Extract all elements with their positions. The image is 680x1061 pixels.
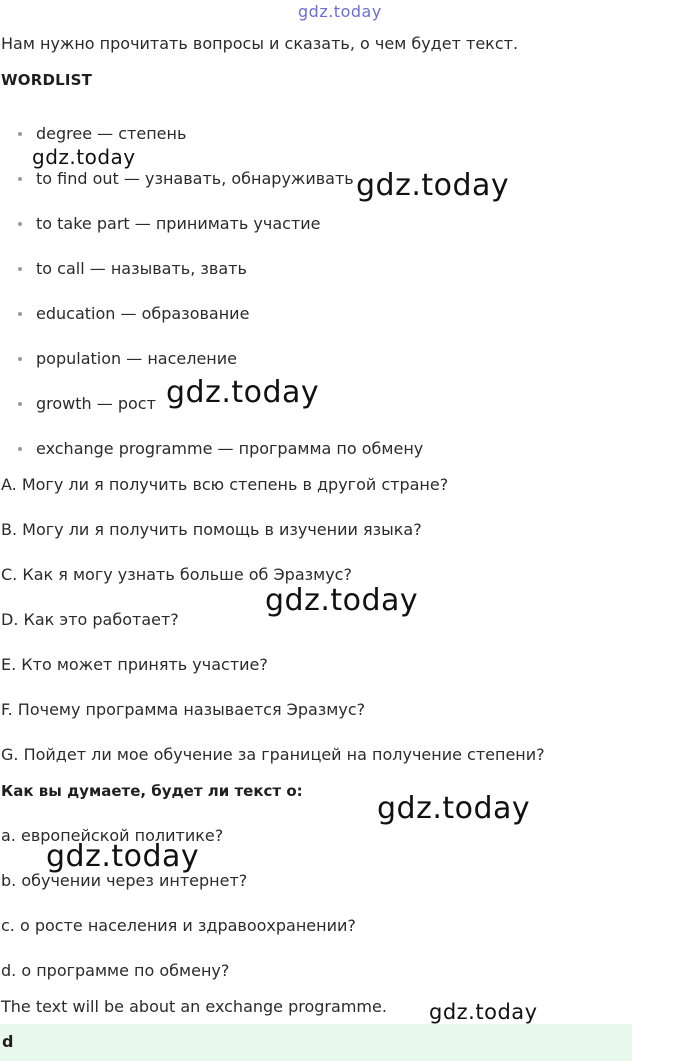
option-item: a. европейской политике? (1, 826, 224, 845)
bullet-icon (18, 402, 22, 406)
question-item: E. Кто может принять участие? (1, 655, 268, 674)
list-item: to call — называть, звать (36, 259, 247, 278)
watermark: gdz.today (429, 1000, 538, 1024)
watermark: gdz.today (377, 791, 531, 826)
watermark: gdz.today (166, 375, 320, 410)
intro-text: Нам нужно прочитать вопросы и сказать, о чем будет текст. (1, 34, 519, 53)
bullet-icon (18, 357, 22, 361)
list-item: education — образование (36, 304, 250, 323)
option-item: d. о программе по обмену? (1, 961, 230, 980)
question-item: F. Почему программа называется Эразмус? (1, 700, 366, 719)
list-item: exchange programme — программа по обмену (36, 439, 424, 458)
watermark: gdz.today (46, 839, 200, 874)
question-item: G. Пойдет ли мое обучение за границей на получение степени? (1, 745, 545, 764)
question-item: D. Как это работает? (1, 610, 179, 629)
list-item: population — население (36, 349, 237, 368)
conclusion-text: The text will be about an exchange programme. (1, 997, 387, 1016)
bullet-icon (18, 177, 22, 181)
list-item: to take part — принимать участие (36, 214, 321, 233)
watermark: gdz.today (265, 583, 419, 618)
option-item: c. о росте населения и здравоохранении? (1, 916, 356, 935)
bullet-icon (18, 132, 22, 136)
watermark: gdz.today (32, 145, 136, 169)
answer-text: d (2, 1032, 14, 1051)
question-item: B. Могу ли я получить помощь в изучении языка? (1, 520, 422, 539)
option-item: b. обучении через интернет? (1, 871, 248, 890)
bullet-icon (18, 222, 22, 226)
question-item: A. Могу ли я получить всю степень в другой стране? (1, 475, 449, 494)
wordlist-heading: WORDLIST (1, 71, 93, 89)
bullet-icon (18, 267, 22, 271)
answer-box (0, 1024, 632, 1061)
bullet-icon (18, 447, 22, 451)
list-item: to find out — узнавать, обнаруживать (36, 169, 354, 188)
bullet-icon (18, 312, 22, 316)
list-item: degree — степень (36, 124, 187, 143)
watermark-top: gdz.today (298, 2, 382, 21)
watermark: gdz.today (356, 168, 510, 203)
question-item: C. Как я могу узнать больше об Эразмус? (1, 565, 352, 584)
list-item: growth — рост (36, 394, 156, 413)
prompt-text: Как вы думаете, будет ли текст о: (1, 782, 303, 800)
